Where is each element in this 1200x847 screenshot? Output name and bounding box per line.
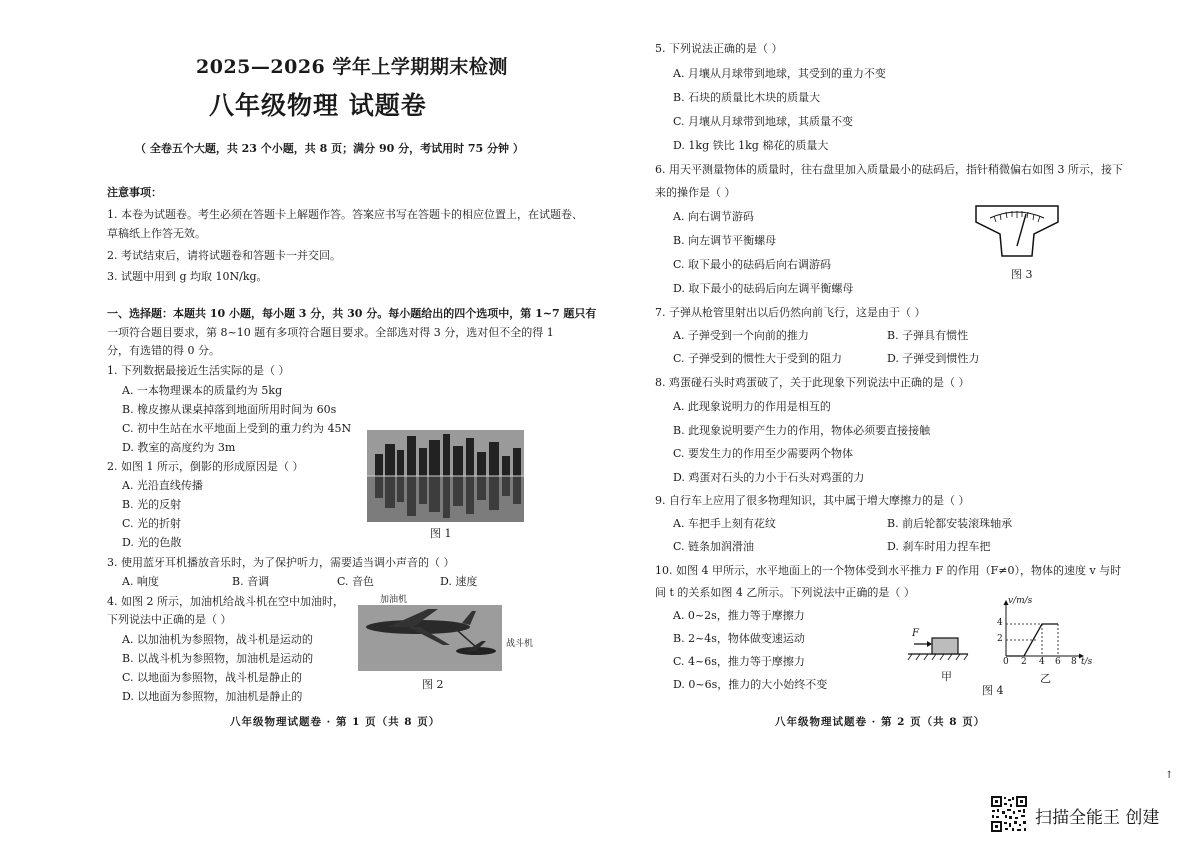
question-10-stem: 10. 如图 4 甲所示，水平地面上的一个物体受到水平推力 F 的作用（F≠0），物体的速度 v 与时 (655, 564, 1122, 577)
question-2-option: D. 光的色散 (122, 536, 182, 549)
skyline-reflection-image (367, 430, 524, 522)
question-7-option: A. 子弹受到一个向前的推力 (673, 329, 809, 342)
question-8-option: D. 鸡蛋对石头的力小于石头对鸡蛋的力 (673, 471, 865, 484)
aircraft-refueling-image (358, 605, 502, 671)
figure-4b-x-tick: 6 (1055, 657, 1061, 667)
question-10-option: D. 0~6s，推力的大小始终不变 (673, 678, 828, 691)
question-7-stem: 7. 子弹从枪管里射出以后仍然向前飞行，这是由于（ ） (655, 306, 926, 319)
figure-4a-force-label: F (912, 628, 919, 639)
question-10-option: A. 0~2s，推力等于摩擦力 (673, 609, 805, 622)
figure-2-caption: 图 2 (422, 678, 444, 691)
question-5-option: A. 月壤从月球带到地球，其受到的重力不变 (673, 67, 886, 80)
question-5-stem: 5. 下列说法正确的是（ ） (655, 42, 783, 55)
question-7-option: B. 子弹具有惯性 (887, 329, 969, 342)
notes-header: 注意事项： (107, 186, 162, 199)
question-5-option: D. 1kg 铁比 1kg 棉花的质量大 (673, 139, 829, 152)
question-8-option: C. 要发生力的作用至少需要两个物体 (673, 447, 854, 460)
question-4-option: D. 以地面为参照物，加油机是静止的 (122, 690, 303, 703)
question-4-option: B. 以战斗机为参照物，加油机是运动的 (122, 652, 314, 665)
figure-2-refueling-photo (358, 605, 502, 671)
question-2-option: B. 光的反射 (122, 498, 182, 511)
section-one-instructions: 一项符合题目要求，第 8~10 题有多项符合题目要求。全部选对得 3 分，选对但不全的得 1 (107, 326, 554, 339)
question-6-stem: 来的操作是（ ） (655, 186, 736, 199)
figure-3-balance-dial (972, 200, 1062, 260)
question-1-option: C. 初中生站在水平地面上受到的重力约为 45N (122, 422, 352, 435)
question-1-option: A. 一本物理课本的质量约为 5kg (122, 384, 283, 397)
question-4-option: C. 以地面为参照物，战斗机是静止的 (122, 671, 303, 684)
question-1-option: D. 教室的高度约为 3m (122, 441, 236, 454)
question-1-option: B. 橡皮擦从课桌掉落到地面所用时间为 60s (122, 403, 337, 416)
question-4-stem: 4. 如图 2 所示，加油机给战斗机在空中加油时， (107, 595, 344, 608)
question-7-option: D. 子弹受到惯性力 (887, 352, 980, 365)
figure-3-caption: 图 3 (1011, 268, 1033, 281)
question-6-option: B. 向左调节平衡螺母 (673, 234, 777, 247)
question-8-stem: 8. 鸡蛋碰石头时鸡蛋破了，关于此现象下列说法中正确的是（ ） (655, 376, 970, 389)
figure-4b-x-axis-label: t/s (1081, 657, 1093, 667)
question-7-option: C. 子弹受到的惯性大于受到的阻力 (673, 352, 843, 365)
question-10-option: B. 2~4s，物体做变速运动 (673, 632, 805, 645)
question-8-option: A. 此现象说明力的作用是相互的 (673, 400, 831, 413)
question-3-option: A. 响度 (122, 575, 159, 588)
question-9-stem: 9. 自行车上应用了很多物理知识，其中属于增大摩擦力的是（ ） (655, 494, 970, 507)
corner-mark: ↑ (1165, 770, 1174, 781)
figure-2-fighter-label: 战斗机 (506, 639, 534, 649)
figure-4a-label: 甲 (941, 670, 952, 683)
figure-4b-y-tick: 4 (997, 618, 1003, 628)
section-one-instructions: 分，有选错的得 0 分。 (107, 344, 220, 357)
exam-subtitle: （ 全卷五个大题，共 23 个小题，共 8 页；满分 90 分，考试用时 75 分钟 ） (135, 142, 524, 155)
question-3-option: B. 音调 (232, 575, 270, 588)
question-5-option: C. 月壤从月球带到地球，其质量不变 (673, 115, 854, 128)
note-line: 草稿纸上作答无效。 (107, 227, 206, 240)
figure-4b-x-tick: 0 (1003, 657, 1009, 667)
question-9-option: C. 链条加润滑油 (673, 540, 755, 553)
question-2-option: A. 光沿直线传播 (122, 479, 203, 492)
figure-4-caption: 图 4 (982, 684, 1004, 697)
question-2-stem: 2. 如图 1 所示，倒影的形成原因是（ ） (107, 460, 304, 473)
section-one-instructions: 一、选择题：本题共 10 小题，每小题 3 分，共 30 分。每小题给出的四个选项中，第 1~7 题只有 (107, 307, 597, 320)
question-5-option: B. 石块的质量比木块的质量大 (673, 91, 821, 104)
question-3-option: C. 音色 (337, 575, 375, 588)
question-6-option: D. 取下最小的砝码后向左调平衡螺母 (673, 282, 854, 295)
question-10-stem: 间 t 的关系如图 4 乙所示。下列说法中正确的是（ ） (655, 586, 915, 599)
note-line: 1. 本卷为试题卷。考生必须在答题卡上解题作答。答案应书写在答题卡的相应位置上，在试题卷、 (107, 208, 583, 221)
question-1-stem: 1. 下列数据最接近生活实际的是（ ） (107, 364, 290, 377)
note-line: 3. 试题中用到 g 均取 10N/kg。 (107, 270, 268, 283)
figure-4b-label: 乙 (1040, 672, 1051, 685)
page-1-footer: 八年级物理试题卷 · 第 1 页（共 8 页） (230, 716, 441, 728)
exam-subject-title: 八年级物理 试题卷 (209, 91, 427, 120)
question-4-stem: 下列说法中正确的是（ ） (107, 613, 232, 626)
figure-4b-x-tick: 4 (1039, 657, 1045, 667)
question-6-option: A. 向右调节游码 (673, 210, 754, 223)
question-6-option: C. 取下最小的砝码后向右调游码 (673, 258, 832, 271)
figure-4b-x-tick: 2 (1021, 657, 1027, 667)
figure-1-reflection-photo (367, 430, 524, 522)
question-10-option: C. 4~6s，推力等于摩擦力 (673, 655, 805, 668)
question-9-option: B. 前后轮都安装滚珠轴承 (887, 517, 1013, 530)
question-4-option: A. 以加油机为参照物，战斗机是运动的 (122, 633, 313, 646)
figure-4b-y-axis-label: v/m/s (1008, 596, 1033, 606)
question-6-stem: 6. 用天平测量物体的质量时，往右盘里加入质量最小的砝码后，指针稍微偏右如图 3 所示，接下 (655, 163, 1123, 176)
question-3-option: D. 速度 (440, 575, 478, 588)
qr-code-icon (990, 795, 1028, 833)
scanner-watermark-text: 扫描全能王 创建 (1035, 808, 1160, 828)
balance-pointer-icon (972, 200, 1062, 260)
question-8-option: B. 此现象说明要产生力的作用，物体必须要直接接触 (673, 424, 931, 437)
figure-4b-x-tick: 8 (1071, 657, 1077, 667)
question-2-option: C. 光的折射 (122, 517, 182, 530)
question-9-option: D. 刹车时用力捏车把 (887, 540, 991, 553)
note-line: 2. 考试结束后，请将试题卷和答题卡一并交回。 (107, 249, 341, 262)
figure-2-tanker-label: 加油机 (380, 595, 408, 605)
exam-year-title: 2025—2026 学年上学期期末检测 (196, 56, 508, 78)
exam-page-2 (600, 0, 1200, 847)
question-9-option: A. 车把手上刻有花纹 (673, 517, 776, 530)
figure-1-caption: 图 1 (430, 527, 452, 540)
question-3-stem: 3. 使用蓝牙耳机播放音乐时，为了保护听力，需要适当调小声音的（ ） (107, 556, 455, 569)
page-2-footer: 八年级物理试题卷 · 第 2 页（共 8 页） (775, 716, 986, 728)
figure-4b-y-tick: 2 (997, 634, 1003, 644)
